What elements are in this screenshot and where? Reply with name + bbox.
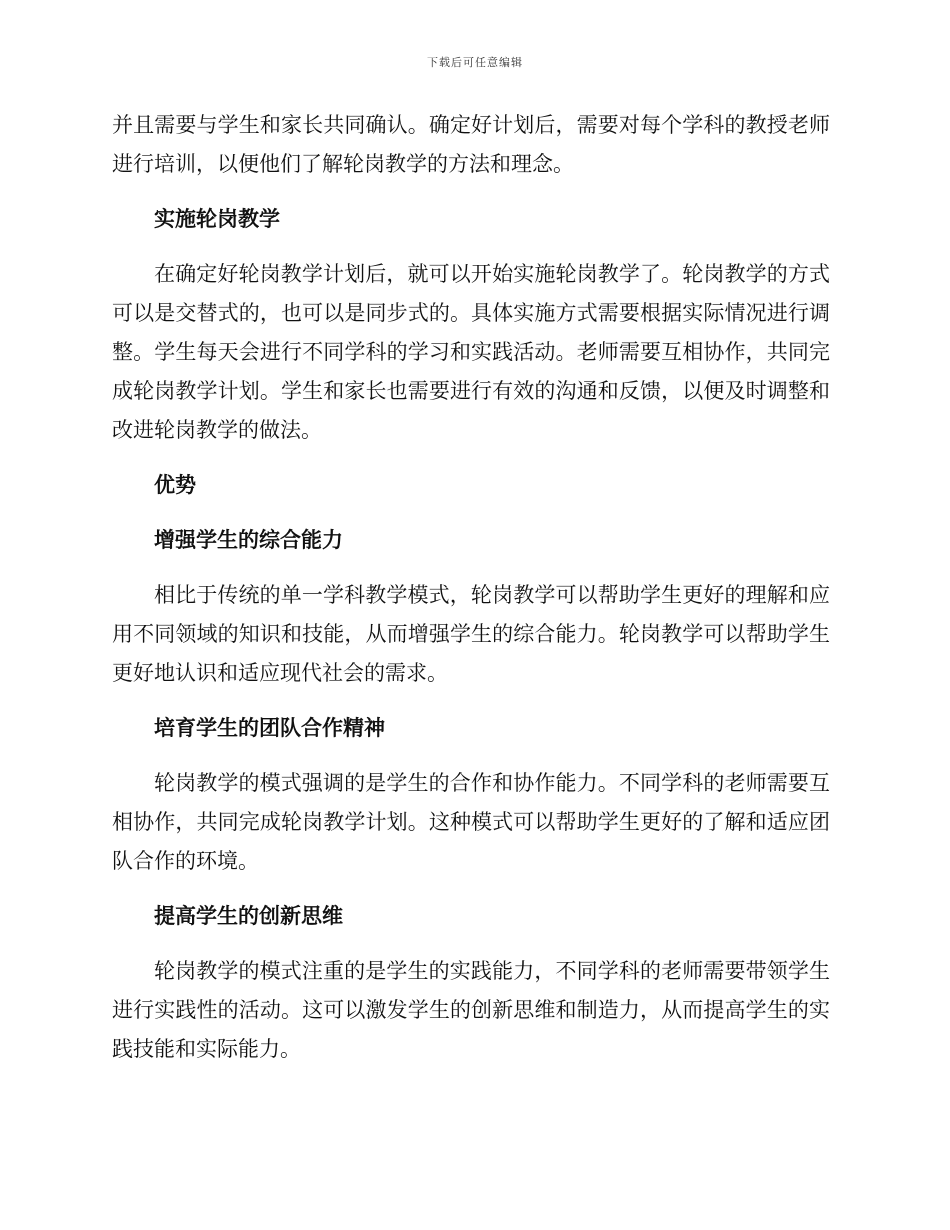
paragraph-teamwork: 轮岗教学的模式强调的是学生的合作和协作能力。不同学科的老师需要互相协作，共同完成轮岗教学计划。这种模式可以帮助学生更好的了解和适应团队合作的环境。 [112, 771, 830, 873]
page-header: 下载后可任意编辑 [427, 56, 523, 69]
document-body [112, 106, 830, 1085]
section-heading-advantages: 优势 [154, 473, 196, 497]
subheading-comprehensive-ability: 增强学生的综合能力 [154, 528, 343, 552]
paragraph-implementation: 在确定好轮岗教学计划后，就可以开始实施轮岗教学了。轮岗教学的方式可以是交替式的，也可以是同步式的。具体实施方式需要根据实际情况进行调整。学生每天会进行不同学科的学习和实践活动。老师需要互相协作，共同完成轮岗教学计划。学生和家长也需要进行有效的沟通和反馈，以便及时调整和改进轮岗教学的做法。 [112, 262, 830, 442]
section-heading-implementation: 实施轮岗教学 [154, 207, 280, 231]
subheading-teamwork: 培育学生的团队合作精神 [154, 716, 385, 740]
subheading-innovation: 提高学生的创新思维 [154, 904, 343, 928]
paragraph-continued: 并且需要与学生和家长共同确认。确定好计划后，需要对每个学科的教授老师进行培训，以便他们了解轮岗教学的方法和理念。 [112, 113, 830, 176]
paragraph-comprehensive-ability: 相比于传统的单一学科教学模式，轮岗教学可以帮助学生更好的理解和应用不同领域的知识和技能，从而增强学生的综合能力。轮岗教学可以帮助学生更好地认识和适应现代社会的需求。 [112, 583, 830, 685]
paragraph-innovation: 轮岗教学的模式注重的是学生的实践能力，不同学科的老师需要带领学生进行实践性的活动。这可以激发学生的创新思维和制造力，从而提高学生的实践技能和实际能力。 [112, 959, 830, 1061]
